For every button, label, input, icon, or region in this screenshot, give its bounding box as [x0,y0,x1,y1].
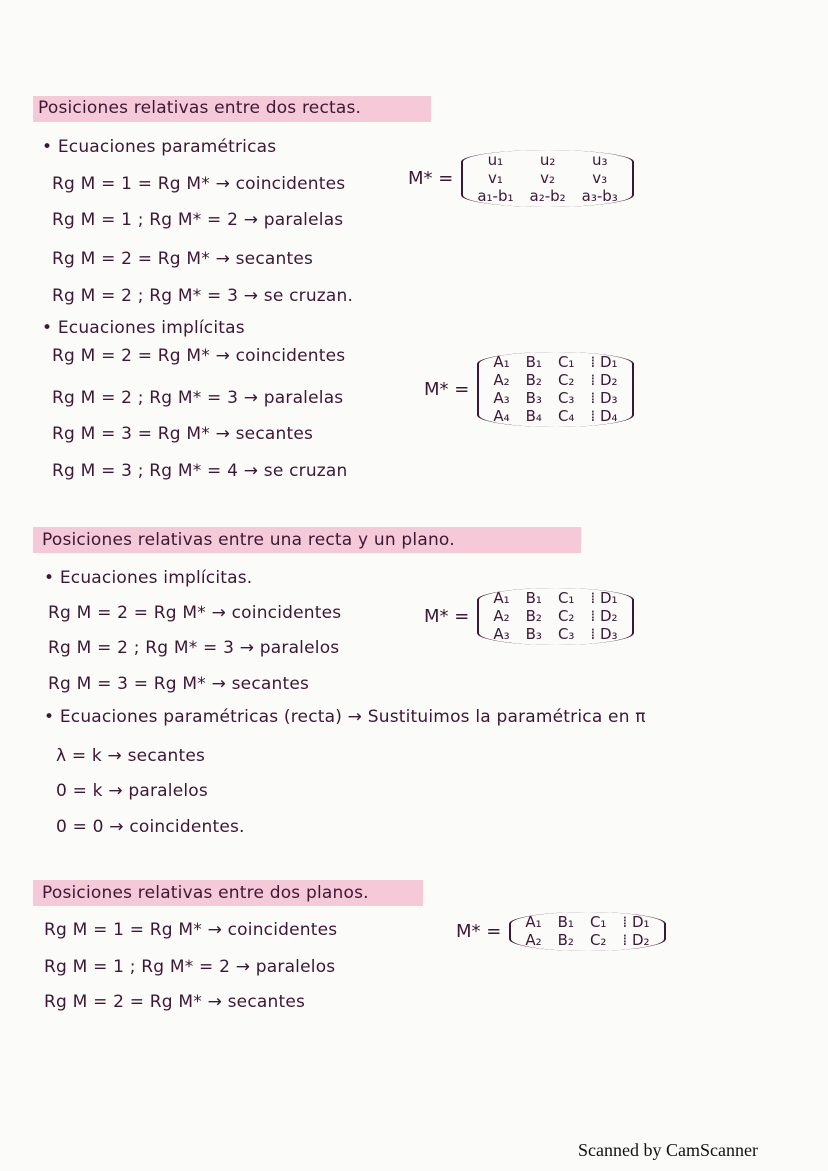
matrix-cell: C₃ [557,625,575,643]
line: Rg M = 2 = Rg M* → coincidentes [52,346,346,366]
matrix-cell: A₃ [493,625,510,643]
matrix-cell: C₃ [557,389,575,407]
matrix-cell: B₃ [525,389,542,407]
line: 0 = k → paralelos [56,781,208,801]
matrix-cell: A₂ [493,371,510,389]
line: 0 = 0 → coincidentes. [56,817,245,837]
line: Rg M = 2 = Rg M* → secantes [44,992,306,1012]
matrix-cell: C₁ [557,353,575,371]
matrix-cell: B₁ [525,353,542,371]
matrix-cell: u₁ [487,151,504,169]
matrix-cell: ⁞ D₁ [590,589,618,607]
matrix-cell: C₄ [557,407,575,425]
matrix-cell: a₃-b₃ [581,187,618,205]
matrix-cell: v₂ [540,169,556,187]
matrix-cell: B₁ [525,589,542,607]
line: Rg M = 1 = Rg M* → coincidentes [44,920,338,940]
matrix-cell: ⁞ D₂ [590,607,618,625]
matrix-label: M* = [424,379,470,400]
matrix-cell: ⁞ D₃ [590,389,618,407]
matrix-label: M* = [408,168,454,189]
matrix-cell: B₃ [525,625,542,643]
matrix-cell: C₂ [589,931,607,949]
matrix-cell: ⁞ D₄ [590,407,618,425]
matrix-cell: B₂ [525,607,542,625]
matrix-cell: A₁ [525,913,542,931]
matrix-cell: A₃ [493,389,510,407]
section-title: Posiciones relativas entre dos planos. [42,883,369,903]
line: Rg M = 1 ; Rg M* = 2 → paralelos [44,957,336,977]
matrix [424,352,634,427]
matrix-brackets [461,150,633,207]
matrix [456,912,666,951]
matrix-cell: C₂ [557,371,575,389]
matrix-cell: C₂ [557,607,575,625]
matrix-cell: C₁ [557,589,575,607]
matrix-cell: C₁ [589,913,607,931]
matrix-cell: A₂ [493,607,510,625]
matrix-brackets [477,588,633,645]
line: Rg M = 3 ; Rg M* = 4 → se cruzan [52,461,348,481]
matrix-cell: A₄ [493,407,510,425]
matrix-cell: B₂ [557,931,574,949]
matrix-label: M* = [424,606,470,627]
scanner-watermark: Scanned by CamScanner [578,1140,758,1160]
line: Rg M = 1 ; Rg M* = 2 → paralelas [52,210,344,230]
matrix [424,588,634,645]
matrix-cell: B₂ [525,371,542,389]
group-heading: • Ecuaciones implícitas. [44,568,253,588]
group-heading: • Ecuaciones paramétricas [42,137,277,157]
line: Rg M = 2 = Rg M* → coincidentes [48,603,342,623]
matrix-label: M* = [456,921,502,942]
line: Rg M = 2 = Rg M* → secantes [52,249,314,269]
matrix [408,150,634,207]
matrix-cell: ⁞ D₁ [590,353,618,371]
matrix-cell: u₃ [591,151,608,169]
matrix-cell: B₄ [525,407,542,425]
line: Rg M = 1 = Rg M* → coincidentes [52,174,346,194]
line: λ = k → secantes [56,746,206,766]
matrix-cell: A₂ [525,931,542,949]
matrix-cell: a₁-b₁ [477,187,514,205]
matrix-cell: A₁ [493,353,510,371]
line: Rg M = 2 ; Rg M* = 3 → paralelos [48,638,340,658]
line: Rg M = 3 = Rg M* → secantes [52,424,314,444]
matrix-cell: u₂ [539,151,556,169]
matrix-cell: ⁞ D₂ [590,371,618,389]
matrix-brackets [477,352,633,427]
line: Rg M = 3 = Rg M* → secantes [48,674,310,694]
group-heading: • Ecuaciones implícitas [42,318,245,338]
matrix-cell: ⁞ D₂ [622,931,650,949]
line: Rg M = 2 ; Rg M* = 3 → se cruzan. [52,286,354,306]
matrix-cell: ⁞ D₁ [622,913,650,931]
matrix-cell: A₁ [493,589,510,607]
section-title: Posiciones relativas entre dos rectas. [38,98,362,118]
section-title: Posiciones relativas entre una recta y un plano. [42,530,455,550]
matrix-cell: ⁞ D₃ [590,625,618,643]
matrix-cell: v₃ [592,169,608,187]
group-heading: • Ecuaciones paramétricas (recta) → Sustituimos la paramétrica en π [44,707,646,727]
matrix-cell: v₁ [487,169,503,187]
matrix-cell: B₁ [557,913,574,931]
matrix-brackets [509,912,665,951]
matrix-cell: a₂-b₂ [529,187,566,205]
line: Rg M = 2 ; Rg M* = 3 → paralelas [52,388,344,408]
